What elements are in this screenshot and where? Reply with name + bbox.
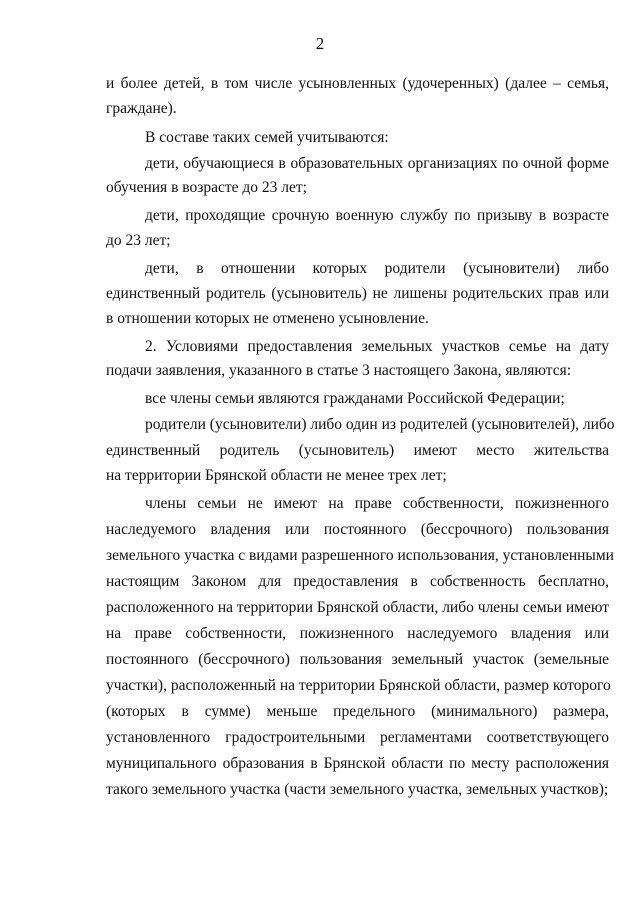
text-line: установленного градостроительными регламентами соответствующего bbox=[106, 729, 609, 746]
text-line: родители (усыновители) либо один из родителей (усыновителей), либо bbox=[145, 416, 615, 433]
text-line: единственный родитель (усыновитель) имеют место жительства bbox=[106, 442, 609, 459]
text-line: граждане). bbox=[106, 100, 177, 117]
text-line: земельного участка с видами разрешенного использования, установленными bbox=[106, 547, 614, 564]
text-line: до 23 лет; bbox=[106, 232, 171, 249]
text-line: такого земельного участка (части земельного участка, земельных участков); bbox=[106, 781, 609, 798]
text-line: участки), расположенный на территории Брянской области, размер которого bbox=[106, 677, 611, 694]
text-line: расположенного на территории Брянской области, либо члены семьи имеют bbox=[106, 599, 609, 616]
page-number: 2 bbox=[315, 34, 325, 53]
text-line: дети, в отношении которых родители (усыновители) либо bbox=[145, 260, 609, 277]
text-line: на территории Брянской области не менее трех лет; bbox=[106, 467, 447, 484]
text-line: В составе таких семей учитываются: bbox=[145, 129, 389, 146]
text-line: в отношении которых не отменено усыновление. bbox=[106, 310, 429, 327]
text-line: муниципального образования в Брянской области по месту расположения bbox=[106, 755, 609, 772]
text-line: наследуемого владения или постоянного (бессрочного) пользования bbox=[106, 521, 609, 538]
text-line: дети, обучающиеся в образовательных организациях по очной форме bbox=[145, 155, 609, 172]
text-line: единственный родитель (усыновитель) не лишены родительских прав или bbox=[106, 285, 609, 302]
text-line: дети, проходящие срочную военную службу по призыву в возрасте bbox=[145, 207, 609, 224]
text-line: все члены семьи являются гражданами Российской Федерации; bbox=[145, 390, 565, 407]
text-line: настоящим Законом для предоставления в собственность бесплатно, bbox=[106, 573, 609, 590]
text-line: (которых в сумме) меньше предельного (минимального) размера, bbox=[106, 703, 609, 720]
text-line: постоянного (бессрочного) пользования земельный участок (земельные bbox=[106, 651, 609, 668]
text-line: члены семьи не имеют на праве собственности, пожизненного bbox=[145, 495, 609, 512]
text-line: 2. Условиями предоставления земельных участков семье на дату bbox=[145, 338, 609, 355]
text-line: подачи заявления, указанного в статье 3 настоящего Закона, являются: bbox=[106, 362, 572, 379]
text-line: на праве собственности, пожизненного наследуемого владения или bbox=[106, 625, 609, 642]
text-line: и более детей, в том числе усыновленных (удочеренных) (далее – семья, bbox=[106, 75, 609, 92]
text-line: обучения в возрасте до 23 лет; bbox=[106, 179, 307, 196]
